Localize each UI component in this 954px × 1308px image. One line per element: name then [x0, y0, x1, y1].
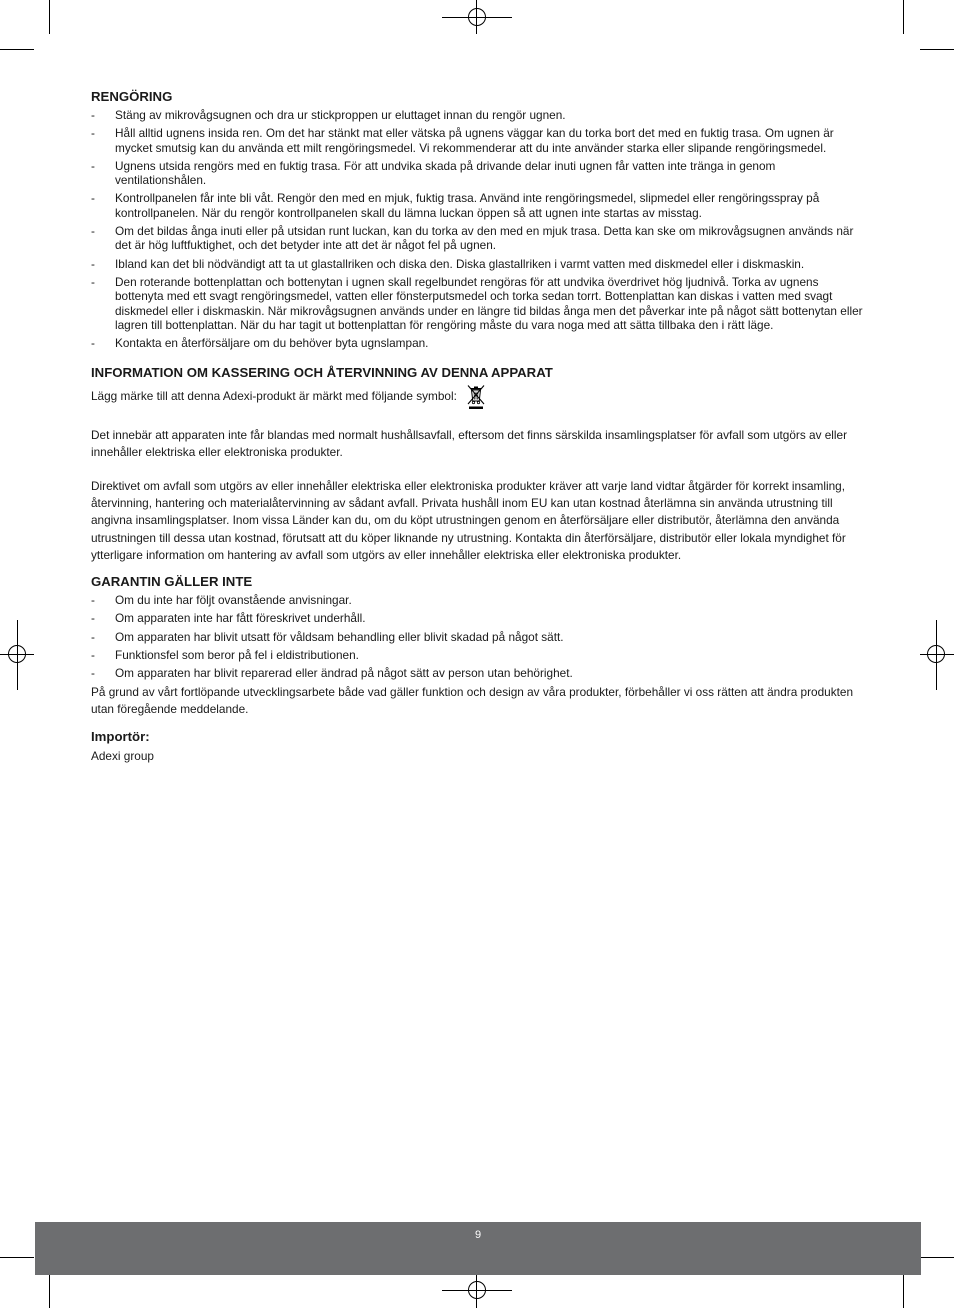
list-item: - Stäng av mikrovågsugnen och dra ur stickproppen ur eluttaget innan du rengör ugnen.: [91, 108, 863, 122]
list-item: - Om apparaten har blivit utsatt för våldsam behandling eller blivit skadad på något sätt.: [91, 630, 863, 644]
list-item: - Om apparaten har blivit reparerad eller ändrad på något sätt av person utan behörighet.: [91, 666, 863, 680]
footer-bar: [35, 1222, 921, 1275]
list-item: - Om det bildas ånga inuti eller på utsidan runt luckan, kan du torka av den med en mjuk trasa. Detta kan ske om mikrovågsugnen används när det är hög luftfuktighet, och det betyder inte att det är något fel på ugnen.: [91, 224, 863, 253]
page-content: [91, 89, 863, 765]
importer-section: [91, 729, 863, 765]
warranty-note: På grund av vårt fortlöpande utvecklingsarbete både vad gäller funktion och design av våra produkter, förbehåller vi oss rätten att ändra produkten utan föregående meddelande.: [91, 685, 854, 717]
symbol-text: Lägg märke till att denna Adexi-produkt är märkt med följande symbol:: [91, 389, 457, 404]
page-number: 9: [474, 1229, 482, 1241]
list-item: - Om du inte har följt ovanstående anvisningar.: [91, 593, 863, 607]
warranty-list: [91, 593, 863, 680]
cleaning-heading: RENGÖRING: [91, 89, 173, 104]
cleaning-section: [91, 89, 863, 351]
importer-heading: Importör:: [91, 728, 150, 744]
importer-name: Adexi group: [91, 748, 154, 763]
list-item: - Kontrollpanelen får inte bli våt. Rengör den med en mjuk, fuktig trasa. Använd inte rengöringsmedel, slipmedel eller rengöringsspray på kontrollpanelen. När du rengör kontrollpanelen skall du lämna luckan öppen så att ugnen inte startas av misstag.: [91, 191, 863, 220]
disposal-paragraph-2: Direktivet om avfall som utgörs av eller innehåller elektriska eller elektroniska produkter kräver att varje land vidtar åtgärder för korrekt insamling, återvinning, hantering och materialåtervinning av sådant avfall. Privata hushåll inom EU kan utan kostnad återlämna sin använda utrustning till angivna insamlingsplatser. Inom vissa Länder kan du, om du köpt utrustningen genom en återförsäljare eller distributör, återlämna den använda utrustningen till dessa utan kostnad, förutsatt att du köper liknande ny utrustning. Kontakta din återförsäljare, distributör eller lokala myndighet för ytterligare information om hantering av avfall som utgörs av eller innehåller elektriska eller elektroniska produkter.: [91, 479, 846, 562]
symbol-line: [91, 384, 863, 410]
list-item: - Håll alltid ugnens insida ren. Om det har stänkt mat eller vätska på ugnens väggar kan du torka bort det med en fuktig trasa. Om ugnen är mycket smutsig kan du använda ett milt rengöringsmedel. Vi rekommenderar att du inte använder starka eller slipande rengöringsmedel.: [91, 126, 863, 155]
list-item: - Ugnens utsida rengörs med en fuktig trasa. För att undvika skada på drivande delar inuti ugnen får vatten inte tränga in genom ventilationshålen.: [91, 159, 863, 188]
disposal-section: [91, 365, 863, 564]
disposal-paragraph-1: Det innebär att apparaten inte får blandas med normalt hushållsavfall, eftersom det finns särskilda insamlingsplatser för avfall som utgörs av eller innehåller elektriska eller elektroniska produkter.: [91, 427, 848, 459]
list-item: - Ibland kan det bli nödvändigt att ta ut glastallriken och diska den. Diska glastallriken i varmt vatten med diskmedel eller i diskmaskin.: [91, 257, 863, 271]
warranty-section: [91, 574, 863, 718]
list-item: - Funktionsfel som beror på fel i eldistributionen.: [91, 648, 863, 662]
warranty-heading: GARANTIN GÄLLER INTE: [91, 574, 253, 590]
cleaning-list: [91, 108, 863, 351]
crossed-out-bin-icon: [465, 384, 487, 410]
list-item: - Kontakta en återförsäljare om du behöver byta ugnslampan.: [91, 336, 863, 350]
list-item: - Om apparaten inte har fått föreskrivet underhåll.: [91, 611, 863, 625]
list-item: - Den roterande bottenplattan och bottenytan i ugnen skall regelbundet rengöras för att undvika överdrivet hög ljudnivå. Torka av ugnens bottenyta med ett svagt rengöringsmedel, vatten eller fönsterputsmedel och torka sedan torrt. Bottenplattan kan diskas i vatten med svagt diskmedel eller i diskmaskin. När mikrovågsugnen används under en längre tid bildas ånga men det påverkar inte på något sätt bottenytan eller lagren till bottenplattan. När du har tagit ut bottenplattan för rengöring måste du vara noga med att sätta tillbaka den i rätt läge.: [91, 275, 863, 333]
disposal-heading: INFORMATION OM KASSERING OCH ÅTERVINNING AV DENNA APPARAT: [91, 364, 553, 380]
